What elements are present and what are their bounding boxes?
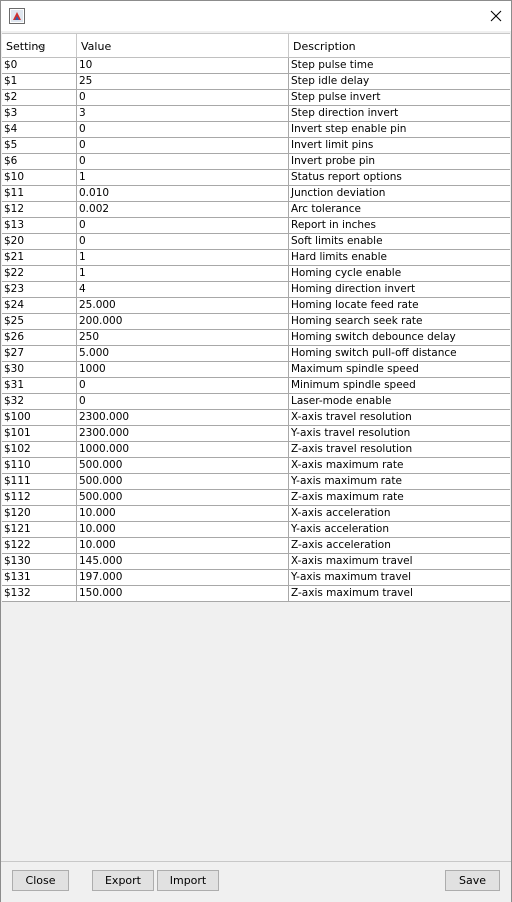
table-row[interactable] [2,506,510,522]
description-cell: X-axis maximum rate [291,459,404,471]
setting-cell: $12 [2,202,77,217]
value-cell[interactable]: 0 [77,122,289,137]
table-row[interactable] [2,90,510,106]
setting-cell: $4 [2,122,77,137]
setting-cell: $10 [2,170,77,185]
close-icon[interactable] [481,1,511,31]
description-cell: Invert probe pin [291,155,376,167]
setting-cell: $24 [2,298,77,313]
value-cell[interactable]: 2300.000 [77,410,289,425]
settings-table[interactable] [2,33,510,862]
description-cell: Step pulse time [291,59,374,71]
table-row[interactable] [2,282,510,298]
value-cell[interactable]: 25.000 [77,298,289,313]
description-cell: Maximum spindle speed [291,363,419,375]
description-cell: Homing direction invert [291,283,416,295]
description-cell: Homing switch pull-off distance [291,347,457,359]
setting-cell: $20 [2,234,77,249]
value-cell[interactable]: 0.002 [77,202,289,217]
column-header-value[interactable] [77,34,289,57]
description-cell: Z-axis maximum travel [291,587,413,599]
description-cell: Y-axis travel resolution [291,427,411,439]
description-cell: Invert limit pins [291,139,374,151]
table-row[interactable] [2,186,510,202]
table-row[interactable] [2,378,510,394]
table-row[interactable] [2,298,510,314]
value-cell[interactable]: 10 [77,58,289,73]
description-cell: Status report options [291,171,402,183]
value-cell[interactable]: 500.000 [77,458,289,473]
description-cell: Z-axis maximum rate [291,491,404,503]
table-row[interactable] [2,410,510,426]
sort-ascending-icon [35,34,45,41]
value-cell[interactable]: 0 [77,394,289,409]
setting-cell: $21 [2,250,77,265]
import-button[interactable]: Import [157,870,219,891]
setting-cell: $2 [2,90,77,105]
description-cell: Homing locate feed rate [291,299,419,311]
setting-cell: $23 [2,282,77,297]
value-cell[interactable]: 0 [77,138,289,153]
value-cell[interactable]: 10.000 [77,522,289,537]
title-bar[interactable] [1,1,511,31]
table-row[interactable] [2,170,510,186]
description-cell: Homing switch debounce delay [291,331,456,343]
table-row[interactable] [2,458,510,474]
table-row[interactable] [2,394,510,410]
table-row[interactable] [2,138,510,154]
table-row[interactable] [2,250,510,266]
table-row[interactable] [2,122,510,138]
setting-cell: $120 [2,506,77,521]
description-cell: Z-axis travel resolution [291,443,413,455]
value-cell[interactable]: 500.000 [77,490,289,505]
setting-cell: $3 [2,106,77,121]
description-cell: X-axis maximum travel [291,555,413,567]
value-cell[interactable]: 500.000 [77,474,289,489]
column-header-setting[interactable] [2,34,77,57]
column-header-description[interactable] [289,34,510,57]
table-row[interactable] [2,58,510,74]
description-cell: Step pulse invert [291,91,381,103]
description-cell: Invert step enable pin [291,123,407,135]
table-body [2,58,510,602]
export-button[interactable]: Export [92,870,154,891]
setting-cell: $131 [2,570,77,585]
setting-cell: $122 [2,538,77,553]
description-cell: Y-axis maximum rate [291,475,402,487]
table-row[interactable] [2,234,510,250]
close-button[interactable]: Close [12,870,69,891]
description-cell: Minimum spindle speed [291,379,416,391]
setting-cell: $112 [2,490,77,505]
setting-cell: $5 [2,138,77,153]
value-cell[interactable]: 5.000 [77,346,289,361]
value-cell[interactable]: 1 [77,266,289,281]
value-cell[interactable]: 0 [77,154,289,169]
value-cell[interactable]: 145.000 [77,554,289,569]
value-cell[interactable]: 2300.000 [77,426,289,441]
java-app-icon [9,8,25,24]
value-cell[interactable]: 0 [77,234,289,249]
description-cell: Homing cycle enable [291,267,402,279]
setting-cell: $0 [2,58,77,73]
setting-cell: $130 [2,554,77,569]
save-button[interactable]: Save [445,870,500,891]
value-cell[interactable]: 3 [77,106,289,121]
table-row[interactable] [2,586,510,602]
setting-cell: $25 [2,314,77,329]
value-cell[interactable]: 1000 [77,362,289,377]
description-cell: X-axis acceleration [291,507,391,519]
table-row[interactable] [2,154,510,170]
description-cell: Z-axis acceleration [291,539,391,551]
setting-cell: $30 [2,362,77,377]
setting-cell: $6 [2,154,77,169]
value-cell[interactable]: 0 [77,218,289,233]
table-row[interactable] [2,442,510,458]
description-cell: X-axis travel resolution [291,411,412,423]
setting-cell: $22 [2,266,77,281]
value-cell[interactable]: 1 [77,170,289,185]
value-cell[interactable]: 250 [77,330,289,345]
description-cell: Step direction invert [291,107,399,119]
value-cell[interactable]: 0 [77,378,289,393]
value-cell[interactable]: 0 [77,90,289,105]
table-row[interactable] [2,538,510,554]
setting-cell: $101 [2,426,77,441]
table-row[interactable] [2,426,510,442]
value-cell[interactable]: 10.000 [77,538,289,553]
table-row[interactable] [2,202,510,218]
setting-cell: $26 [2,330,77,345]
table-row[interactable] [2,346,510,362]
table-row[interactable] [2,74,510,90]
setting-cell: $121 [2,522,77,537]
table-row[interactable] [2,218,510,234]
description-cell: Report in inches [291,219,376,231]
setting-cell: $13 [2,218,77,233]
setting-cell: $100 [2,410,77,425]
setting-cell: $111 [2,474,77,489]
column-header-label: Value [81,40,112,53]
value-cell[interactable]: 4 [77,282,289,297]
setting-cell: $11 [2,186,77,201]
value-cell[interactable]: 197.000 [77,570,289,585]
setting-cell: $132 [2,586,77,601]
table-row[interactable] [2,314,510,330]
value-cell[interactable]: 25 [77,74,289,89]
description-cell: Arc tolerance [291,203,361,215]
description-cell: Junction deviation [291,187,386,199]
table-row[interactable] [2,106,510,122]
value-cell[interactable]: 200.000 [77,314,289,329]
column-header-label: Description [293,40,356,53]
setting-cell: $102 [2,442,77,457]
description-cell: Hard limits enable [291,251,387,263]
setting-cell: $32 [2,394,77,409]
description-cell: Y-axis acceleration [291,523,390,535]
value-cell[interactable]: 1 [77,250,289,265]
table-row[interactable] [2,490,510,506]
description-cell: Y-axis maximum travel [291,571,412,583]
table-row[interactable] [2,474,510,490]
description-cell: Soft limits enable [291,235,383,247]
value-cell[interactable]: 10.000 [77,506,289,521]
value-cell[interactable]: 0.010 [77,186,289,201]
setting-cell: $27 [2,346,77,361]
description-cell: Homing search seek rate [291,315,423,327]
setting-cell: $110 [2,458,77,473]
setting-cell: $31 [2,378,77,393]
button-bar [1,861,511,902]
table-row[interactable] [2,570,510,586]
table-row[interactable] [2,362,510,378]
table-row[interactable] [2,522,510,538]
column-header-label: Setting [6,40,46,53]
description-cell: Step idle delay [291,75,370,87]
value-cell[interactable]: 150.000 [77,586,289,601]
value-cell[interactable]: 1000.000 [77,442,289,457]
table-header [2,34,510,58]
table-row[interactable] [2,266,510,282]
description-cell: Laser-mode enable [291,395,392,407]
table-row[interactable] [2,330,510,346]
setting-cell: $1 [2,74,77,89]
table-row[interactable] [2,554,510,570]
